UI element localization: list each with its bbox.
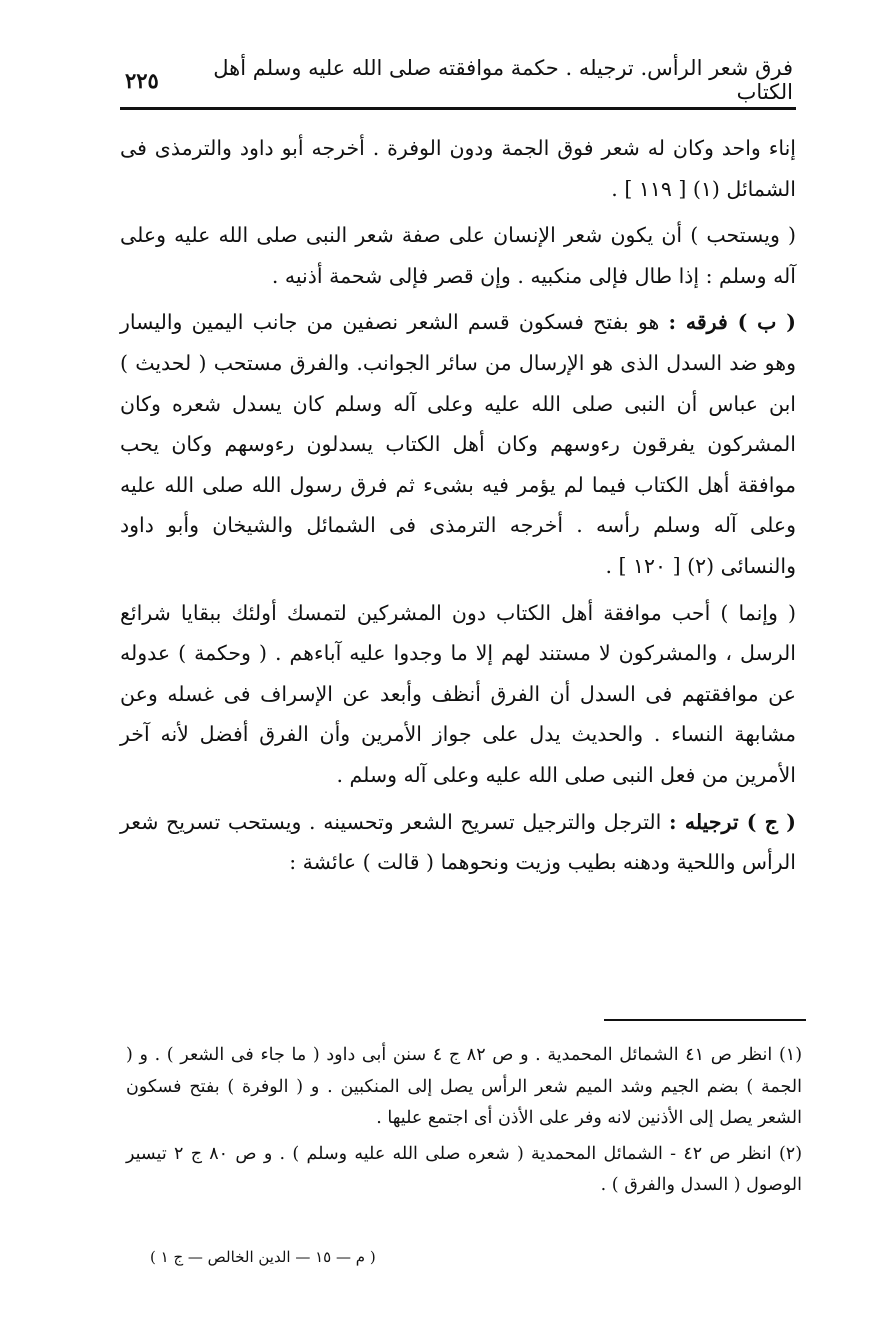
section-heading: ( ج ) ترجيله : bbox=[669, 809, 796, 834]
running-header bbox=[125, 56, 793, 104]
header-rule bbox=[120, 107, 796, 110]
footnotes bbox=[126, 1040, 802, 1206]
paragraph bbox=[120, 802, 796, 883]
paragraph-text: ( وإنما ) أحب موافقة أهل الكتاب دون المشركين لتمسك أولئك ببقايا شرائع الرسل ، والمشركون لا مستند لهم إلا ما وجدوا عليه آباءهم . ( وحكمة ) عدوله عن موافقتهم فى السدل أن الفرق أنظف وأبعد عن الإسراف فى غسله وعن مشابهة النساء . والحديث يدل على جواز الأمرين وأن الفرق أفضل لأنه آخر الأمرين من فعل النبى صلى الله عليه وعلى آله وسلم . bbox=[120, 600, 796, 787]
printer-signature: ( م — ١٥ — الدين الخالص — ج ١ ) bbox=[150, 1248, 376, 1266]
paragraph-text: هو بفتح فسكون قسم الشعر نصفين من جانب اليمين واليسار وهو ضد السدل الذى هو الإرسال من سائر الجوانب. والفرق مستحب ( لحديث ) ابن عباس أن النبى صلى الله عليه وعلى آله وسلم كان يسدل شعره وكان المشركون يفرقون رءوسهم وكان أهل الكتاب يسدلون رءوسهم وكان يحب موافقة أهل الكتاب فيما لم يؤمر فيه بشىء ثم فرق رسول الله صلى الله عليه وعلى آله وسلم رأسه . أخرجه الترمذى فى الشمائل والشيخان وأبو داود والنسائى (٢) [ ١٢٠ ] . bbox=[120, 310, 796, 578]
section-heading: ( ب ) فرقه : bbox=[668, 310, 796, 335]
page-number: ٢٢٥ bbox=[125, 67, 159, 93]
paragraph bbox=[120, 302, 796, 586]
paragraph bbox=[120, 215, 796, 296]
paragraph bbox=[120, 128, 796, 209]
paragraph-text: ( ويستحب ) أن يكون شعر الإنسان على صفة شعر النبى صلى الله عليه وعلى آله وسلم : إذا طال فإلى منكبيه . وإن قصر فإلى شحمة أذنيه . bbox=[120, 223, 796, 288]
footnote: (٢) انظر ص ٤٢ - الشمائل المحمدية ( شعره صلى الله عليه وسلم ) . و ص ٨٠ ج ٢ تيسير الوصول ( السدل والفرق ) . bbox=[126, 1143, 803, 1195]
body-text bbox=[120, 128, 796, 889]
footnote: (١) انظر ص ٤١ الشمائل المحمدية . و ص ٨٢ ج ٤ سنن أبى داود ( ما جاء فى الشعر ) . و ( الجمة ) بضم الجيم وشد الميم شعر الرأس يصل إلى المنكبين . و ( الوفرة ) بفتح فسكون الشعر يصل إلى الأذنين لانه وفر على الأذن أى اجتمع عليها . bbox=[126, 1045, 803, 1128]
paragraph-text: الترجل والترجيل تسريح الشعر وتحسينه . ويستحب تسريح شعر الرأس واللحية ودهنه بطيب وزيت ونحوهما ( قالت ) عائشة : bbox=[120, 809, 796, 875]
paragraph bbox=[120, 593, 796, 796]
header-title: فرق شعر الرأس. ترجيله . حكمة موافقته صلى الله عليه وسلم أهل الكتاب bbox=[213, 56, 793, 104]
paragraph-text: إناء واحد وكان له شعر فوق الجمة ودون الوفرة . أخرجه أبو داود والترمذى فى الشمائل (١) [ ١١٩ ] . bbox=[120, 136, 796, 201]
footnote-rule bbox=[604, 1019, 806, 1021]
